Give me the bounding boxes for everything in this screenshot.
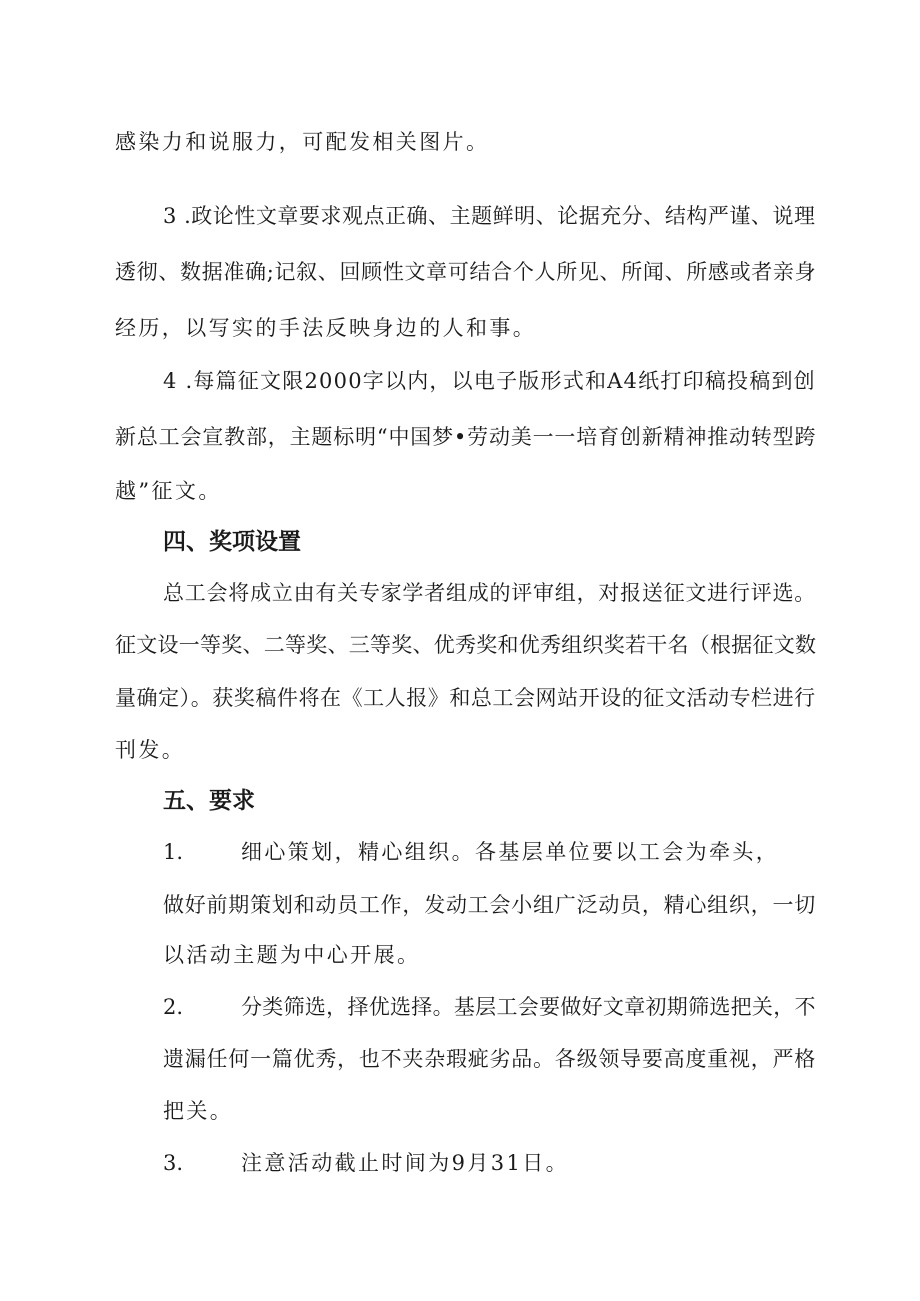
list-number: 2. — [163, 995, 184, 1019]
paragraph-line: 以活动主题为中心开展。 — [163, 943, 421, 967]
paragraph-line: 做好前期策划和动员工作，发动工会小组广泛动员，精心组织，一切 — [163, 893, 816, 917]
paragraph-line: 经历，以写实的手法反映身边的人和事。 — [115, 316, 537, 340]
paragraph-line: 越”征文。 — [115, 479, 222, 503]
section-heading: 四、奖项设置 — [163, 529, 301, 555]
paragraph-line: 遗漏任何一篇优秀，也不夹杂瑕疵劣品。各级领导要高度重视，严格 — [163, 1047, 816, 1071]
list-number: 3. — [163, 1151, 184, 1175]
list-item-text: 注意活动截止时间为9月31日。 — [241, 1151, 570, 1175]
paragraph-line: 新总工会宣教部，主题标明“中国梦•劳动美一一培育创新精神推动转型跨 — [115, 425, 817, 449]
paragraph-line: 量确定）。获奖稿件将在《工人报》和总工会网站开设的征文活动专栏进行 — [115, 686, 816, 710]
paragraph-line: 4 .每篇征文限2000字以内，以电子版形式和A4纸打印稿投稿到创 — [163, 369, 816, 393]
section-heading: 五、要求 — [163, 788, 255, 814]
paragraph-line: 感染力和说服力，可配发相关图片。 — [115, 130, 490, 154]
list-item-text: 细心策划，精心组织。各基层单位要以工会为牵头， — [241, 840, 780, 864]
paragraph-line: 征文设一等奖、二等奖、三等奖、优秀奖和优秀组织奖若干名（根据征文数 — [115, 633, 817, 657]
paragraph-line: 把关。 — [163, 1099, 234, 1123]
list-number: 1. — [163, 840, 184, 864]
paragraph-line: 透彻、数据准确;记叙、回顾性文章可结合个人所见、所闻、所感或者亲身 — [115, 260, 817, 284]
paragraph-line: 总工会将成立由有关专家学者组成的评审组，对报送征文进行评选。 — [163, 581, 816, 605]
paragraph-line: 刊发。 — [115, 738, 186, 762]
list-item-text: 分类筛选，择优选择。基层工会要做好文章初期筛选把关，不 — [241, 995, 816, 1019]
paragraph-line: 3 .政论性文章要求观点正确、主题鲜明、论据充分、结构严谨、说理 — [163, 204, 816, 228]
